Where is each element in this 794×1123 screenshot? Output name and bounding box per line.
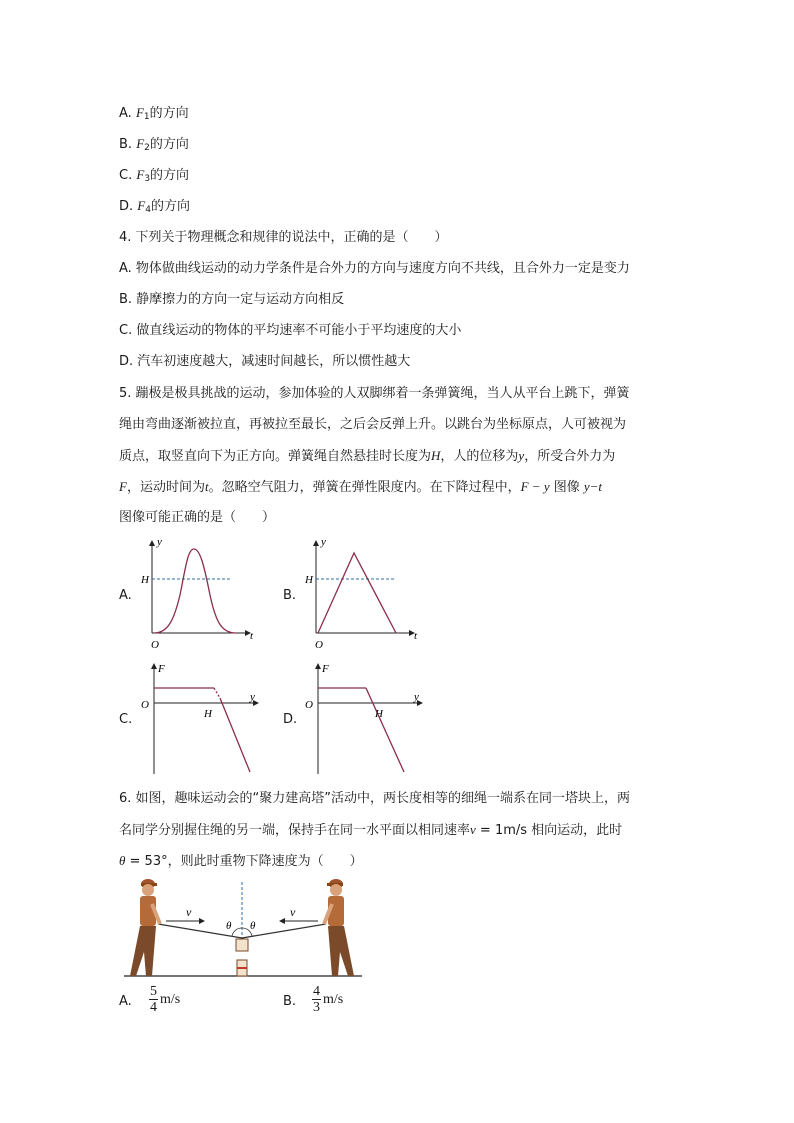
angle-label-left: θ xyxy=(226,920,232,932)
right-person xyxy=(324,879,354,976)
q5-stem-line5: 图像可能正确的是（ ） xyxy=(119,510,276,525)
numerator: 5 xyxy=(150,984,157,999)
q3-option-c: C. $F_3$的方向 xyxy=(119,167,190,184)
q5-graph-b xyxy=(302,535,432,653)
bell-curve xyxy=(154,549,236,633)
axis-label-y: y xyxy=(321,536,326,548)
q5-graph-d xyxy=(302,658,432,778)
numerator: 4 xyxy=(313,984,320,999)
axis-label-t: t xyxy=(250,630,254,642)
q5-option-b-letter: B. xyxy=(283,588,297,603)
q4-option-a: A. 物体做曲线运动的动力学条件是合外力的方向与速度方向不共线，且合外力一定是变力 xyxy=(119,261,630,276)
q4-option-b: B. 静摩擦力的方向一定与运动方向相反 xyxy=(119,292,345,307)
q5-option-c-letter: C. xyxy=(119,712,133,727)
q6-option-a-letter: A. xyxy=(119,994,132,1009)
origin-label: O xyxy=(305,699,313,711)
q6-tower-figure xyxy=(122,872,367,982)
axis-label-f: F xyxy=(322,663,329,675)
q5-option-a-letter: A. xyxy=(119,588,132,603)
axis-label-y: y xyxy=(157,536,162,548)
velocity-label-left: v xyxy=(186,905,192,919)
axis-label-f: F xyxy=(158,663,165,675)
q6-option-b-fraction xyxy=(312,984,321,1015)
q5-stem-line3: 质点，取竖直向下为正方向。弹簧绳自然悬挂时长度为H，人的位移为y，所受合外力为 xyxy=(119,448,616,464)
axis-label-y: y xyxy=(250,691,255,703)
level-label-h: H xyxy=(141,574,149,586)
level-label-h: H xyxy=(305,574,313,586)
q3-option-d: D. $F_4$的方向 xyxy=(119,198,190,215)
axis-label-y: y xyxy=(414,691,419,703)
q5-stem-line1: 5. 蹦极是极具挑战的运动，参加体验的人双脚绑着一条弹簧绳，当人从平台上跳下，弹簧 xyxy=(119,386,630,401)
denominator: 4 xyxy=(150,1000,157,1015)
level-label-h: H xyxy=(375,708,383,720)
q5-option-d-letter: D. xyxy=(283,712,298,727)
angle-label-right: θ xyxy=(250,920,256,932)
q6-stem-line1: 6. 如图，趣味运动会的“聚力建高塔”活动中，两长度相等的细绳一端系在同一塔块上，两 xyxy=(119,791,631,806)
hanging-block xyxy=(236,939,248,951)
q4-option-d: D. 汽车初速度越大，减速时间越长，所以惯性越大 xyxy=(119,354,411,369)
level-label-h: H xyxy=(204,708,212,720)
denominator: 3 xyxy=(313,1000,320,1015)
q3-option-a: A. $F_1$的方向 xyxy=(119,105,189,122)
origin-label: O xyxy=(315,639,323,651)
origin-label: O xyxy=(151,639,159,651)
transition-segment xyxy=(214,688,220,698)
left-person xyxy=(130,879,160,976)
q6-stem-line2: 名同学分别握住绳的另一端，保持手在同一水平面以相同速率v = 1m/s 相向运动，此时 xyxy=(119,822,623,838)
q5-stem-line2: 绳由弯曲逐渐被拉直，再被拉至最长，之后会反弹上升。以跳台为坐标原点，人可被视为 xyxy=(119,417,627,432)
q6-option-b-letter: B. xyxy=(283,994,297,1009)
q6-option-a-fraction xyxy=(149,984,158,1015)
q4-stem: 4. 下列关于物理概念和规律的说法中，正确的是（ ） xyxy=(119,230,448,245)
q5-graph-c xyxy=(138,658,268,778)
origin-label: O xyxy=(141,699,149,711)
q4-option-c: C. 做直线运动的物体的平均速率不可能小于平均速度的大小 xyxy=(119,323,462,338)
triangle-curve xyxy=(318,553,396,633)
q5-stem-line4: F，运动时间为t。忽略空气阻力，弹簧在弹性限度内。在下降过程中，F − y 图像 y−t xyxy=(119,479,603,495)
q6-option-b-unit: m/s xyxy=(323,992,344,1007)
decreasing-segment xyxy=(366,688,404,772)
decreasing-segment xyxy=(220,698,250,772)
axis-label-t: t xyxy=(414,630,418,642)
velocity-label-right: v xyxy=(290,905,296,919)
q3-option-b: B. $F_2$的方向 xyxy=(119,136,189,153)
q6-option-a-unit: m/s xyxy=(160,992,181,1007)
q5-graph-a xyxy=(138,535,268,653)
q6-stem-line3: θ = 53°，则此时重物下降速度为（ ） xyxy=(119,853,363,869)
